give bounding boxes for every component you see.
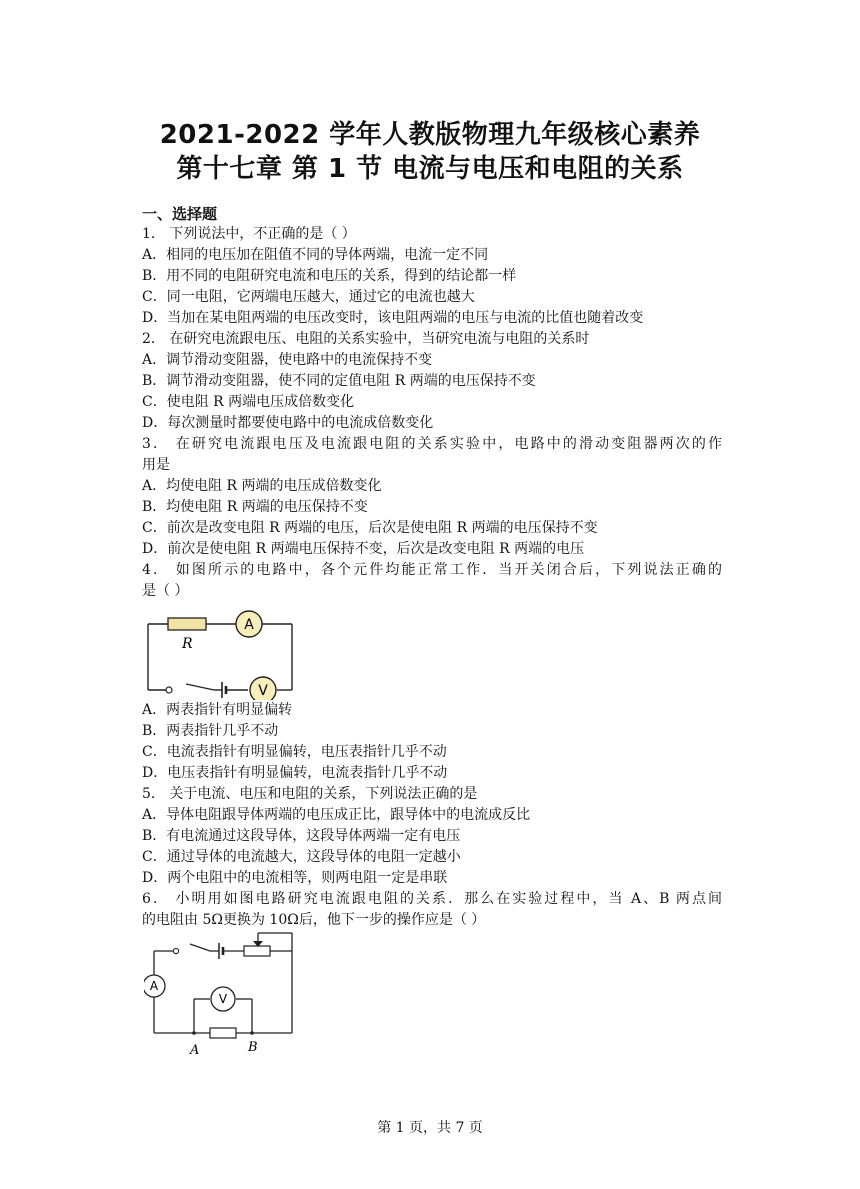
switch-contact <box>173 948 178 953</box>
question-5-option-d: D．两个电阻中的电流相等，则两电阻一定是串联 <box>142 870 448 886</box>
circuit-diagram-question-4 <box>144 602 304 700</box>
question-4-option-d: D．电压表指针有明显偏转，电流表指针几乎不动 <box>142 765 448 781</box>
resistor-symbol <box>210 1028 236 1038</box>
question-3-stem-line-1: 3． 在研究电流跟电压及电流跟电阻的关系实验中，电路中的滑动变阻器两次的作 <box>142 436 722 452</box>
question-5-option-a: A．导体电阻跟导体两端的电压成正比，跟导体中的电流成反比 <box>142 807 531 823</box>
section-heading: 一、选择题 <box>142 205 218 223</box>
question-2-stem: 2． 在研究电流跟电压、电阻的关系实验中，当研究电流与电阻的关系时 <box>142 331 590 347</box>
question-1-stem: 1． 下列说法中，不正确的是（ ） <box>142 226 356 242</box>
question-1-option-a: A．相同的电压加在阻值不同的导体两端，电流一定不同 <box>142 247 489 263</box>
ammeter-label: A <box>149 979 159 993</box>
question-list <box>142 224 722 1059</box>
document-title-line-1: 2021-2022 学年人教版物理九年级核心素养 <box>159 120 701 150</box>
point-a-label: A <box>190 1043 200 1058</box>
question-2-option-a: A．调节滑动变阻器，使电路中的电流保持不变 <box>142 352 433 368</box>
question-5 <box>142 784 722 889</box>
question-1-option-d: D．当加在某电阻两端的电压改变时，该电阻两端的电压与电流的比值也随着改变 <box>142 310 644 326</box>
question-6 <box>142 889 722 1059</box>
question-3 <box>142 434 722 560</box>
question-2 <box>142 329 722 434</box>
question-1-option-b: B．用不同的电阻研究电流和电压的关系，得到的结论都一样 <box>142 268 517 284</box>
question-3-option-c: C．前次是改变电阻 R 两端的电压，后次是使电阻 R 两端的电压保持不变 <box>142 520 598 536</box>
rheostat-symbol <box>244 946 270 956</box>
question-4-option-c: C．电流表指针有明显偏转，电压表指针几乎不动 <box>142 744 447 760</box>
question-5-option-c: C．通过导体的电流越大，这段导体的电阻一定越小 <box>142 849 461 865</box>
question-2-option-d: D．每次测量时都要使电路中的电流成倍数变化 <box>142 415 434 431</box>
resistor-symbol <box>168 618 206 630</box>
circuit-diagram-question-6 <box>144 931 304 1059</box>
document-title-line-2: 第十七章 第 1 节 电流与电压和电阻的关系 <box>176 154 684 184</box>
question-1-option-c: C．同一电阻，它两端电压越大，通过它的电流也越大 <box>142 289 475 305</box>
voltmeter-label: V <box>258 683 268 699</box>
question-5-stem: 5． 关于电流、电压和电阻的关系，下列说法正确的是 <box>142 786 478 802</box>
question-4-stem-line-1: 4． 如图所示的电路中，各个元件均能正常工作．当开关闭合后，下列说法正确的 <box>142 562 722 578</box>
question-1 <box>142 224 722 329</box>
question-6-stem-line-2: 的电阻由 5Ω更换为 10Ω后，他下一步的操作应是（ ） <box>142 912 486 928</box>
question-4-option-a: A．两表指针有明显偏转 <box>142 702 293 718</box>
question-2-option-b: B．调节滑动变阻器，使不同的定值电阻 R 两端的电压保持不变 <box>142 373 536 389</box>
question-5-option-b: B．有电流通过这段导体，这段导体两端一定有电压 <box>142 828 461 844</box>
switch-contact <box>166 687 172 693</box>
question-2-option-c: C．使电阻 R 两端电压成倍数变化 <box>142 394 355 410</box>
ammeter-label: A <box>244 617 254 633</box>
resistor-label: R <box>182 636 193 652</box>
question-4-option-b: B．两表指针几乎不动 <box>142 723 279 739</box>
question-3-option-d: D．前次是使电阻 R 两端电压保持不变，后次是改变电阻 R 两端的电压 <box>142 541 585 557</box>
junction-dot <box>192 1031 196 1035</box>
point-b-label: B <box>248 1040 258 1055</box>
question-4 <box>142 560 722 784</box>
question-6-stem-line-1: 6． 小明用如图电路研究电流跟电阻的关系．那么在实验过程中，当 A、B 两点间 <box>142 891 722 907</box>
voltmeter-label: V <box>218 992 228 1006</box>
question-4-stem-line-2: 是（ ） <box>142 583 189 599</box>
question-3-option-a: A．均使电阻 R 两端的电压成倍数变化 <box>142 478 382 494</box>
page-footer: 第 1 页，共 7 页 <box>377 1120 483 1136</box>
question-3-stem-line-2: 用是 <box>142 457 170 473</box>
question-3-option-b: B．均使电阻 R 两端的电压保持不变 <box>142 499 368 515</box>
junction-dot <box>250 1031 254 1035</box>
